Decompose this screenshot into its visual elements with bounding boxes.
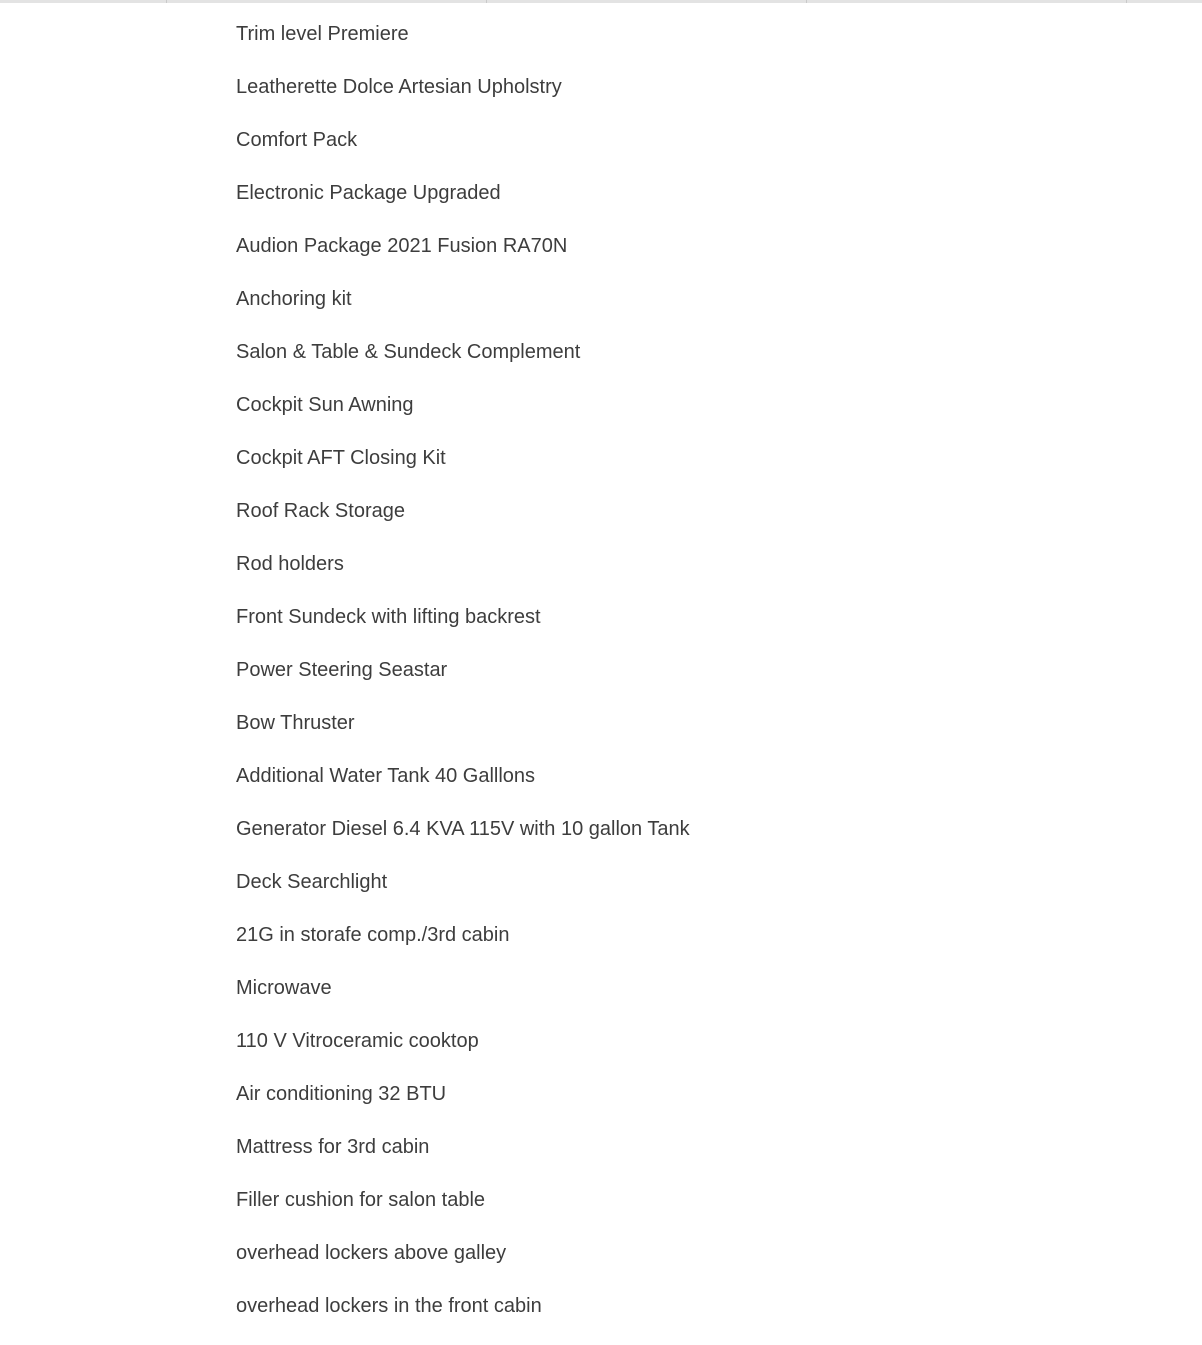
feature-item: Trim level Premiere bbox=[236, 23, 409, 45]
feature-item: Audion Package 2021 Fusion RA70N bbox=[236, 235, 568, 257]
feature-item: overhead lockers in the front cabin bbox=[236, 1295, 542, 1317]
feature-item: Additional Water Tank 40 Galllons bbox=[236, 765, 536, 787]
feature-item: overhead lockers above galley bbox=[236, 1242, 507, 1264]
feature-list bbox=[236, 20, 690, 1345]
feature-item: Microwave bbox=[236, 977, 332, 999]
feature-item: Comfort Pack bbox=[236, 129, 358, 151]
feature-item: Cockpit Sun Awning bbox=[236, 394, 414, 416]
feature-item: Leatherette Dolce Artesian Upholstry bbox=[236, 76, 562, 98]
feature-item: Bow Thruster bbox=[236, 712, 355, 734]
feature-item: Salon & Table & Sundeck Complement bbox=[236, 341, 581, 363]
feature-item: Generator Diesel 6.4 KVA 115V with 10 gallon Tank bbox=[236, 818, 690, 840]
feature-item: Filler cushion for salon table bbox=[236, 1189, 486, 1211]
feature-item: Front Sundeck with lifting backrest bbox=[236, 606, 541, 628]
feature-item: Anchoring kit bbox=[236, 288, 352, 310]
feature-item: 21G in storafe comp./3rd cabin bbox=[236, 924, 510, 946]
top-divider bbox=[0, 0, 1202, 3]
feature-item: Cockpit AFT Closing Kit bbox=[236, 447, 446, 469]
feature-item: Rod holders bbox=[236, 553, 344, 575]
top-divider-tick bbox=[806, 0, 807, 3]
feature-item: Power Steering Seastar bbox=[236, 659, 448, 681]
top-divider-tick bbox=[1126, 0, 1127, 3]
top-divider-tick bbox=[166, 0, 167, 3]
feature-item: Mattress for 3rd cabin bbox=[236, 1136, 430, 1158]
feature-item: Electronic Package Upgraded bbox=[236, 182, 501, 204]
feature-item: Deck Searchlight bbox=[236, 871, 388, 893]
top-divider-tick bbox=[486, 0, 487, 3]
feature-item: Roof Rack Storage bbox=[236, 500, 405, 522]
feature-item: 110 V Vitroceramic cooktop bbox=[236, 1030, 479, 1052]
feature-item: Air conditioning 32 BTU bbox=[236, 1083, 447, 1105]
